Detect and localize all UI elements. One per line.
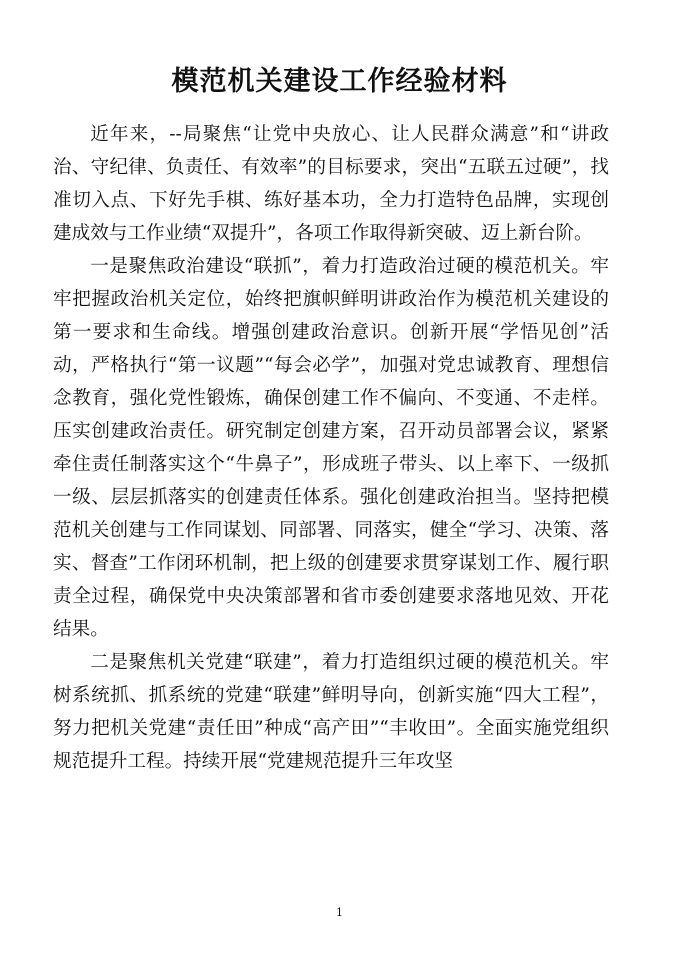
document-title: 模范机关建设工作经验材料 [171, 66, 508, 97]
paragraph-party-building: 二是聚焦机关党建“联建”，着力打造组织过硬的模范机关。牢树系统抓、抓系统的党建“联建”鲜明导向，创新实施“四大工程”，努力把机关党建“责任田”种成“高产田”“丰收田”。全面实施党组织规范提升工程。持续开展“党建规范提升三年攻坚 [53, 652, 609, 772]
document-body [53, 118, 609, 778]
paragraph-intro: 近年来，--局聚焦“让党中央放心、让人民群众满意”和“讲政治、守纪律、负责任、有效率”的目标要求，突出“五联五过硬”，找准切入点、下好先手棋、练好基本功，全力打造特色品牌，实现创建成效与工作业绩“双提升”，各项工作取得新突破、迈上新台阶。 [53, 124, 609, 244]
page-number: 1 [336, 906, 343, 919]
paragraph-political-building: 一是聚焦政治建设“联抓”，着力打造政治过硬的模范机关。牢牢把握政治机关定位，始终把旗帜鲜明讲政治作为模范机关建设的第一要求和生命线。增强创建政治意识。创新开展“学悟见创”活动，严格执行“第一议题”“每会必学”，加强对党忠诚教育、理想信念教育，强化党性锻炼，确保创建工作不偏向、不变通、不走样。压实创建政治责任。研究制定创建方案，召开动员部署会议，紧紧牵住责任制落实这个“牛鼻子”，形成班子带头、以上率下、一级抓一级、层层抓落实的创建责任体系。强化创建政治担当。坚持把模范机关创建与工作同谋划、同部署、同落实，健全“学习、决策、落实、督查”工作闭环机制，把上级的创建要求贯穿谋划工作、履行职责全过程，确保党中央决策部署和省市委创建要求落地见效、开花结果。 [53, 256, 609, 640]
